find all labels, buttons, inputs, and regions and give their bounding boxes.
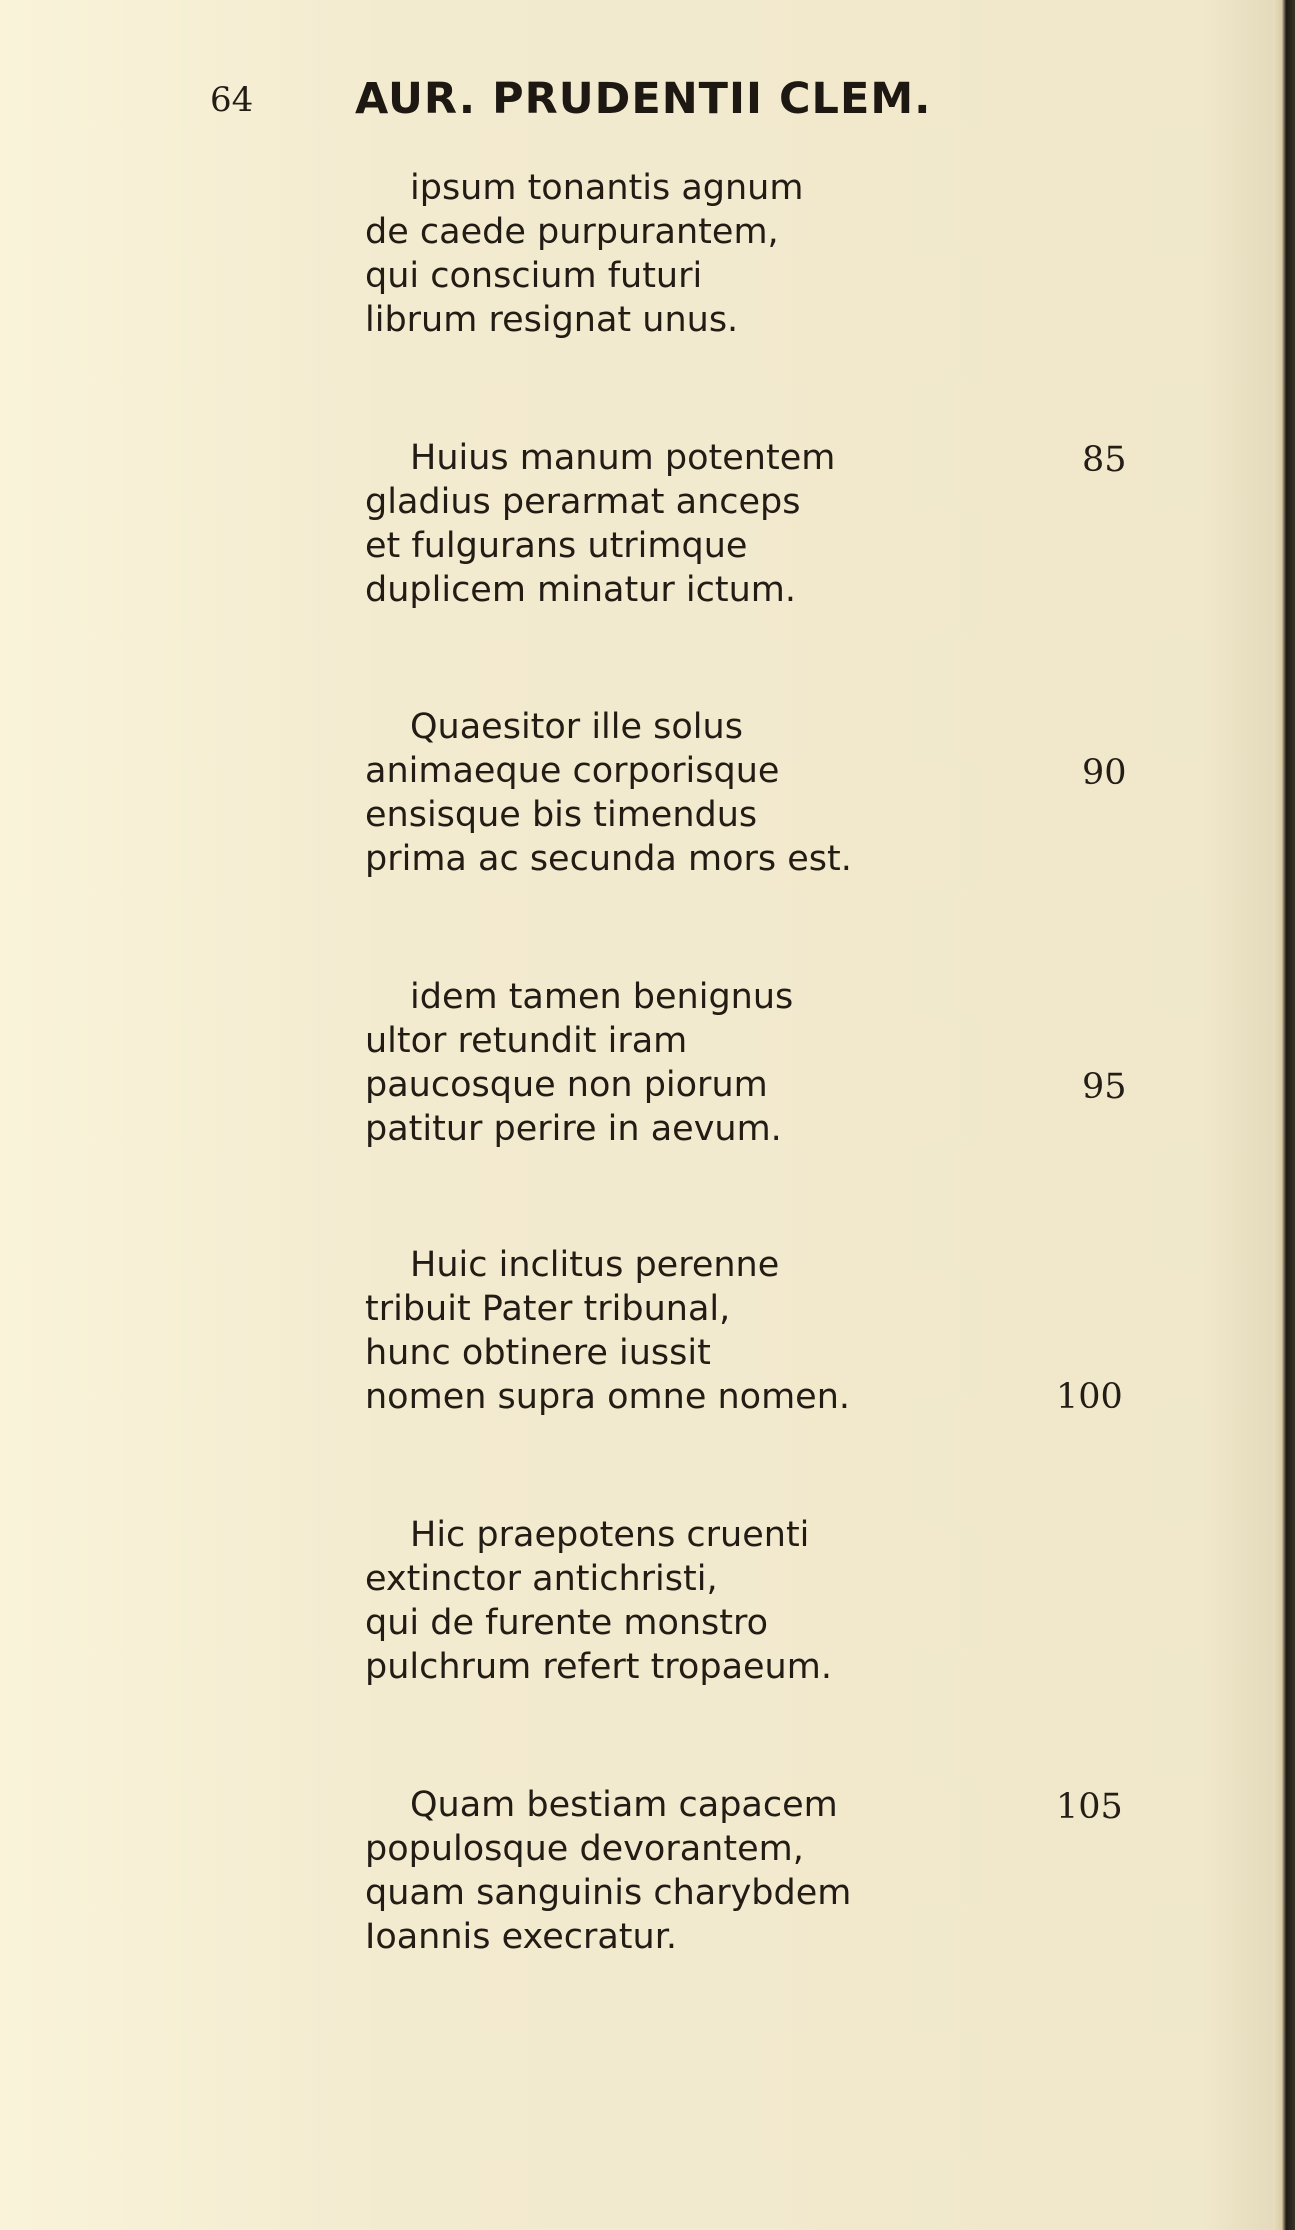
running-head: AUR. PRUDENTII CLEM.	[355, 74, 932, 124]
verse-line: Hic praepotens cruenti	[410, 1515, 810, 1555]
verse-line: quam sanguinis charybdem	[365, 1873, 852, 1913]
line-number: 85	[1082, 440, 1127, 480]
verse-line: animaeque corporisque	[365, 751, 780, 791]
page-number: 64	[210, 80, 254, 120]
verse-line: qui de furente monstro	[365, 1603, 769, 1643]
verse-line: de caede purpurantem,	[365, 212, 779, 252]
verse-line: duplicem minatur ictum.	[365, 570, 797, 610]
verse-line: idem tamen benignus	[410, 977, 794, 1017]
page-header	[0, 70, 1100, 140]
verse-line: ipsum tonantis agnum	[410, 168, 804, 208]
verse-line: paucosque non piorum	[365, 1065, 768, 1105]
verse-line: Ioannis execratur.	[365, 1917, 678, 1957]
line-number: 100	[1056, 1377, 1123, 1417]
verse-line: qui conscium futuri	[365, 256, 703, 296]
verse-line: Huic inclitus perenne	[410, 1245, 780, 1285]
line-number: 90	[1082, 753, 1127, 793]
verse-line: patitur perire in aevum.	[365, 1109, 782, 1149]
verse-line: pulchrum refert tropaeum.	[365, 1647, 832, 1687]
page-edge	[1273, 0, 1295, 2230]
verse-line: Quaesitor ille solus	[410, 707, 743, 747]
verse-line: tribuit Pater tribunal,	[365, 1289, 731, 1329]
verse-line: Huius manum potentem	[410, 438, 836, 478]
verse-line: populosque devorantem,	[365, 1829, 804, 1869]
verse-line: ultor retundit iram	[365, 1021, 688, 1061]
verse-line: extinctor antichristi,	[365, 1559, 718, 1599]
verse-line: librum resignat unus.	[365, 300, 739, 340]
verse-line: prima ac secunda mors est.	[365, 839, 852, 879]
line-number: 95	[1082, 1067, 1127, 1107]
verse-line: Quam bestiam capacem	[410, 1785, 838, 1825]
line-number: 105	[1056, 1787, 1123, 1827]
verse-line: gladius perarmat anceps	[365, 482, 801, 522]
verse-line: hunc obtinere iussit	[365, 1333, 711, 1373]
verse-line: nomen supra omne nomen.	[365, 1377, 851, 1417]
verse-line: et fulgurans utrimque	[365, 526, 748, 566]
verse-line: ensisque bis timendus	[365, 795, 758, 835]
gutter-shadow	[1203, 0, 1273, 2230]
